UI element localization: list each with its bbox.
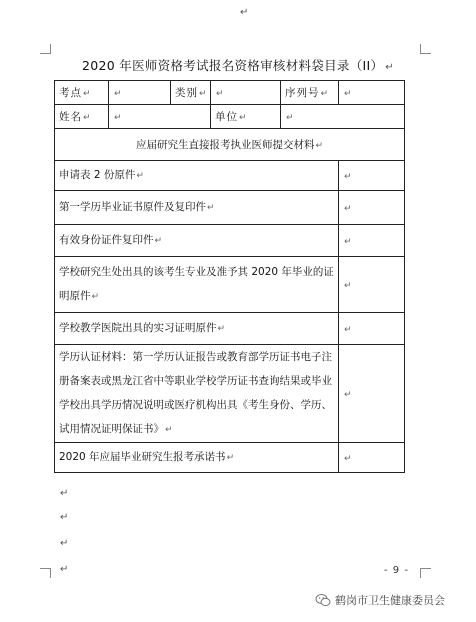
item-check-cell: ↵ xyxy=(339,345,405,443)
item-check-cell: ↵ xyxy=(339,313,405,345)
crop-mark xyxy=(40,568,50,569)
item-check-cell: ↵ xyxy=(339,257,405,313)
watermark-text: 鹤岗市卫生健康委员会 xyxy=(335,594,445,607)
item-check-cell: ↵ xyxy=(339,191,405,225)
exam-site-label: 考点↵ xyxy=(55,81,109,105)
crop-mark xyxy=(421,53,431,54)
paragraph-mark: ↵ xyxy=(60,512,69,523)
serial-field: ↵ xyxy=(339,81,405,105)
item-check-cell: ↵ xyxy=(339,443,405,473)
item-check-cell: ↵ xyxy=(339,225,405,257)
unit-label: 单位↵ xyxy=(211,105,281,129)
paragraph-mark: ↵ xyxy=(60,564,69,575)
paragraph-mark: ↵ xyxy=(60,538,69,549)
wechat-like-logo-icon xyxy=(315,592,331,608)
table-row xyxy=(55,225,405,257)
table-row xyxy=(55,443,405,473)
document-title: 2020 年医师资格考试报名资格审核材料袋目录（II） ↵ xyxy=(82,58,394,73)
table-row xyxy=(55,257,405,313)
category-field: ↵ xyxy=(211,81,281,105)
item-text: 申请表 2 份原件↵ xyxy=(55,161,339,191)
section-title: 应届研究生直接报考执业医师提交材料↵ xyxy=(55,129,405,161)
page-number: - 9 - xyxy=(384,565,409,576)
form-header-row xyxy=(55,81,405,105)
exam-site-field: ↵ xyxy=(109,81,171,105)
category-label: 类别↵ xyxy=(171,81,211,105)
paragraph-mark: ↵ xyxy=(240,7,249,18)
item-check-cell: ↵ xyxy=(339,161,405,191)
item-text: 2020 年应届毕业研究生报考承诺书↵ xyxy=(55,443,339,473)
unit-field: ↵ xyxy=(281,105,405,129)
item-text: 第一学历毕业证书原件及复印件↵ xyxy=(55,191,339,225)
item-text: 有效身份证件复印件↵ xyxy=(55,225,339,257)
materials-form-table xyxy=(54,80,405,473)
paragraph-mark: ↵ xyxy=(60,488,69,499)
crop-mark xyxy=(420,568,421,578)
crop-mark xyxy=(50,568,51,578)
item-text: 学历认证材料：第一学历认证报告或教育部学历证书电子注册备案表或黑龙江省中等职业学校学历证书查询结果或毕业学校出具学历情况说明或医疗机构出具《考生身份、学历、试用情况证明保证书》↵ xyxy=(55,345,339,443)
crop-mark xyxy=(40,53,50,54)
table-row xyxy=(55,161,405,191)
item-text: 学校研究生处出具的该考生专业及准予其 2020 年毕业的证明原件↵ xyxy=(55,257,339,313)
name-field: ↵ xyxy=(109,105,211,129)
watermark xyxy=(315,592,445,608)
crop-mark xyxy=(421,568,431,569)
table-row xyxy=(55,313,405,345)
table-row xyxy=(55,345,405,443)
section-title-row xyxy=(55,129,405,161)
serial-label: 序列号↵ xyxy=(281,81,339,105)
name-label: 姓名↵ xyxy=(55,105,109,129)
form-header-row xyxy=(55,105,405,129)
table-row xyxy=(55,191,405,225)
item-text: 学校教学医院出具的实习证明原件↵ xyxy=(55,313,339,345)
crop-mark xyxy=(50,44,51,54)
